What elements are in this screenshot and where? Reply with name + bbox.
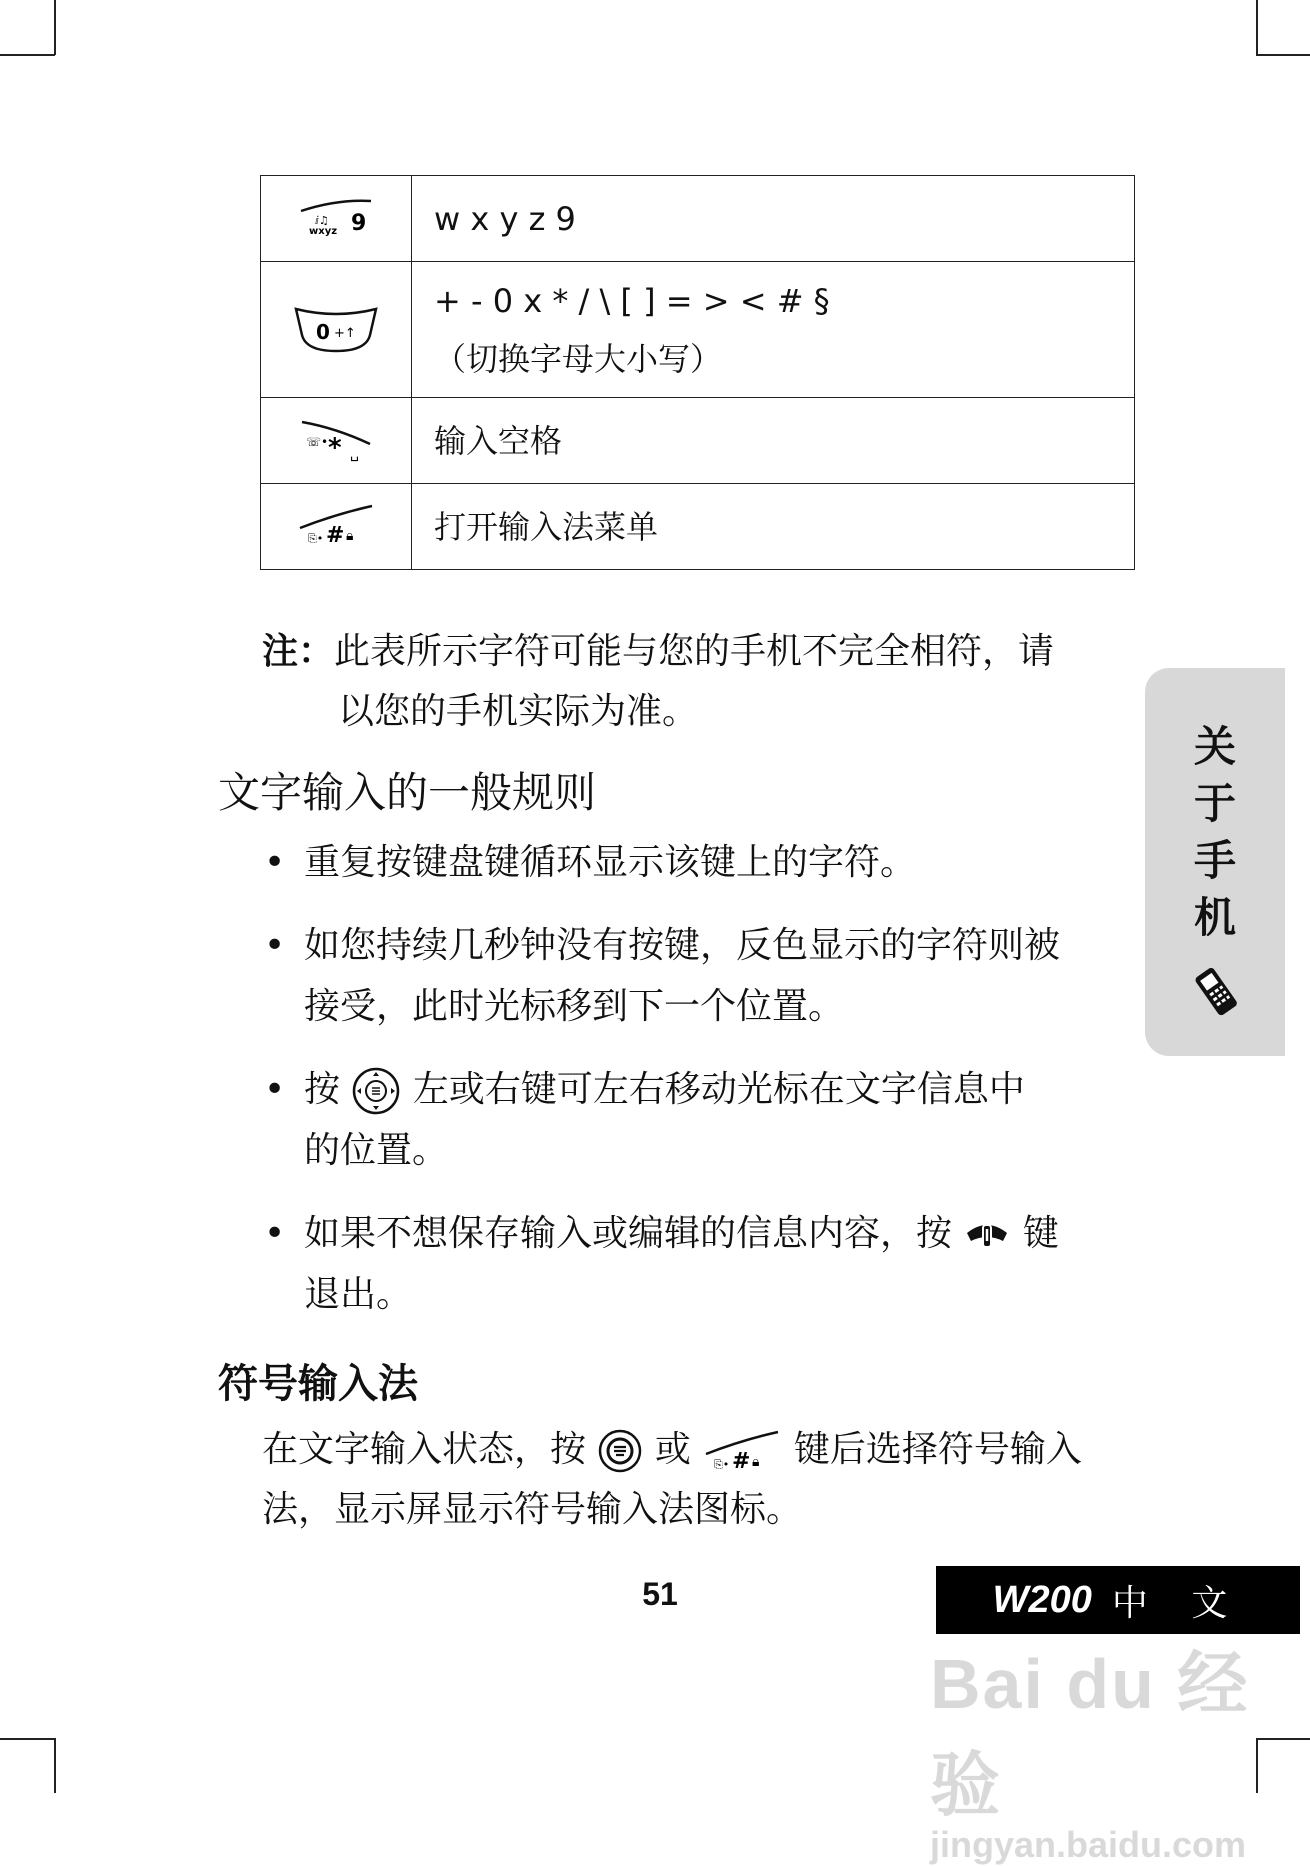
table-row <box>261 176 1135 262</box>
svg-text:wxyz: wxyz <box>309 225 338 237</box>
section-heading: 文字输入的一般规则 <box>218 768 597 817</box>
chapter-tab <box>1145 668 1285 1056</box>
crop-mark <box>1256 0 1258 55</box>
paragraph-text: 或 <box>654 1429 691 1470</box>
key-chars-note: （切换字母大小写） <box>434 339 723 378</box>
table-row <box>261 484 1135 570</box>
key-star-space-icon <box>296 416 376 462</box>
crop-mark <box>0 1738 55 1740</box>
key-chars <box>412 398 1135 484</box>
svg-text:#: # <box>326 522 345 548</box>
list-item-text: 重复按键盘键循环显示该键上的字符。 <box>304 842 917 883</box>
list-item-text: 键 <box>1022 1213 1059 1254</box>
list-item-text: 左或右键可左右移动光标在文字信息中 <box>412 1069 1025 1110</box>
note-label: 注： <box>262 631 335 672</box>
end-key-icon <box>963 1213 1011 1257</box>
watermark <box>930 1628 1310 1866</box>
svg-text:🔒︎: 🔒︎ <box>752 1454 760 1470</box>
model-name: W200 <box>992 1578 1092 1621</box>
chapter-tab-char: 关 <box>1193 722 1236 771</box>
list-item-text: 如您持续几秒钟没有按键，反色显示的字符则被 <box>304 925 1061 966</box>
svg-text:ⅈ♫: ⅈ♫ <box>315 213 329 227</box>
table-row <box>261 262 1135 398</box>
rules-list <box>260 832 1120 1347</box>
key-cell <box>261 484 412 570</box>
crop-mark <box>1256 54 1310 56</box>
paragraph-text-cont: 法，显示屏显示符号输入法图标。 <box>262 1489 803 1530</box>
bullet-icon: • <box>264 1069 286 1110</box>
svg-text:*: * <box>328 432 342 462</box>
section-heading: 符号输入法 <box>218 1360 418 1407</box>
note-text-cont: 以您的手机实际为准。 <box>338 691 699 732</box>
bullet-icon: • <box>264 842 286 883</box>
table-row <box>261 398 1135 484</box>
key-chars-line: + - 0 x * / \ [ ] = > < # § <box>434 281 830 320</box>
key-chars-line: w x y z 9 <box>434 199 576 238</box>
key-hash-icon <box>296 502 376 548</box>
key-chars-line: 打开输入法菜单 <box>434 507 659 546</box>
svg-text:9: 9 <box>351 210 367 236</box>
key-9-wxyz-icon <box>297 197 375 237</box>
paragraph-text: 键后选择符号输入 <box>793 1429 1082 1470</box>
language-label: 中 文 <box>1111 1582 1244 1624</box>
paragraph <box>262 1420 1122 1540</box>
svg-text:+↑: +↑ <box>334 325 356 341</box>
key-chars <box>412 262 1135 398</box>
list-item-text-cont: 接受，此时光标移到下一个位置。 <box>304 986 845 1027</box>
chapter-tab-char: 于 <box>1193 779 1236 828</box>
key-character-table <box>260 175 1135 570</box>
key-cell <box>261 262 412 398</box>
nav-key-icon <box>351 1066 401 1116</box>
model-banner <box>936 1566 1300 1634</box>
crop-mark <box>0 54 55 56</box>
key-cell <box>261 176 412 262</box>
list-item <box>260 915 1120 1037</box>
key-chars <box>412 176 1135 262</box>
key-0-icon <box>290 301 382 355</box>
phone-icon <box>1191 964 1243 1018</box>
bullet-icon: • <box>264 925 286 966</box>
svg-text:#: # <box>732 1449 751 1474</box>
watermark-brand: Bai du 经验 <box>930 1645 1250 1824</box>
menu-key-icon <box>597 1428 643 1474</box>
key-cell <box>261 398 412 484</box>
svg-text:⎘•: ⎘• <box>308 531 324 545</box>
crop-mark <box>54 0 56 55</box>
svg-text:🔒︎: 🔒︎ <box>346 527 354 544</box>
chapter-tab-char: 机 <box>1193 893 1236 942</box>
svg-text:0: 0 <box>316 319 330 344</box>
paragraph-text: 在文字输入状态，按 <box>262 1429 587 1470</box>
page-number: 51 <box>642 1576 678 1612</box>
note-text: 此表所示字符可能与您的手机不完全相符，请 <box>334 631 1055 672</box>
list-item <box>260 1059 1120 1181</box>
list-item-text-cont: 的位置。 <box>304 1130 449 1171</box>
watermark-url: jingyan.baidu.com <box>930 1824 1247 1865</box>
crop-mark <box>54 1738 56 1793</box>
note <box>262 622 1122 742</box>
key-chars-line: 输入空格 <box>434 421 563 460</box>
bullet-icon: • <box>264 1213 286 1254</box>
key-chars <box>412 484 1135 570</box>
list-item <box>260 1203 1120 1325</box>
list-item-text-cont: 退出。 <box>304 1274 413 1315</box>
hash-key-icon <box>702 1428 782 1474</box>
list-item <box>260 832 1120 893</box>
svg-text:☏•: ☏• <box>306 434 329 449</box>
list-item-text: 按 <box>304 1069 341 1110</box>
chapter-tab-char: 手 <box>1193 836 1236 885</box>
svg-text:␣: ␣ <box>350 445 359 462</box>
list-item-text: 如果不想保存输入或编辑的信息内容，按 <box>304 1213 953 1254</box>
svg-text:⎘•: ⎘• <box>714 1458 730 1471</box>
